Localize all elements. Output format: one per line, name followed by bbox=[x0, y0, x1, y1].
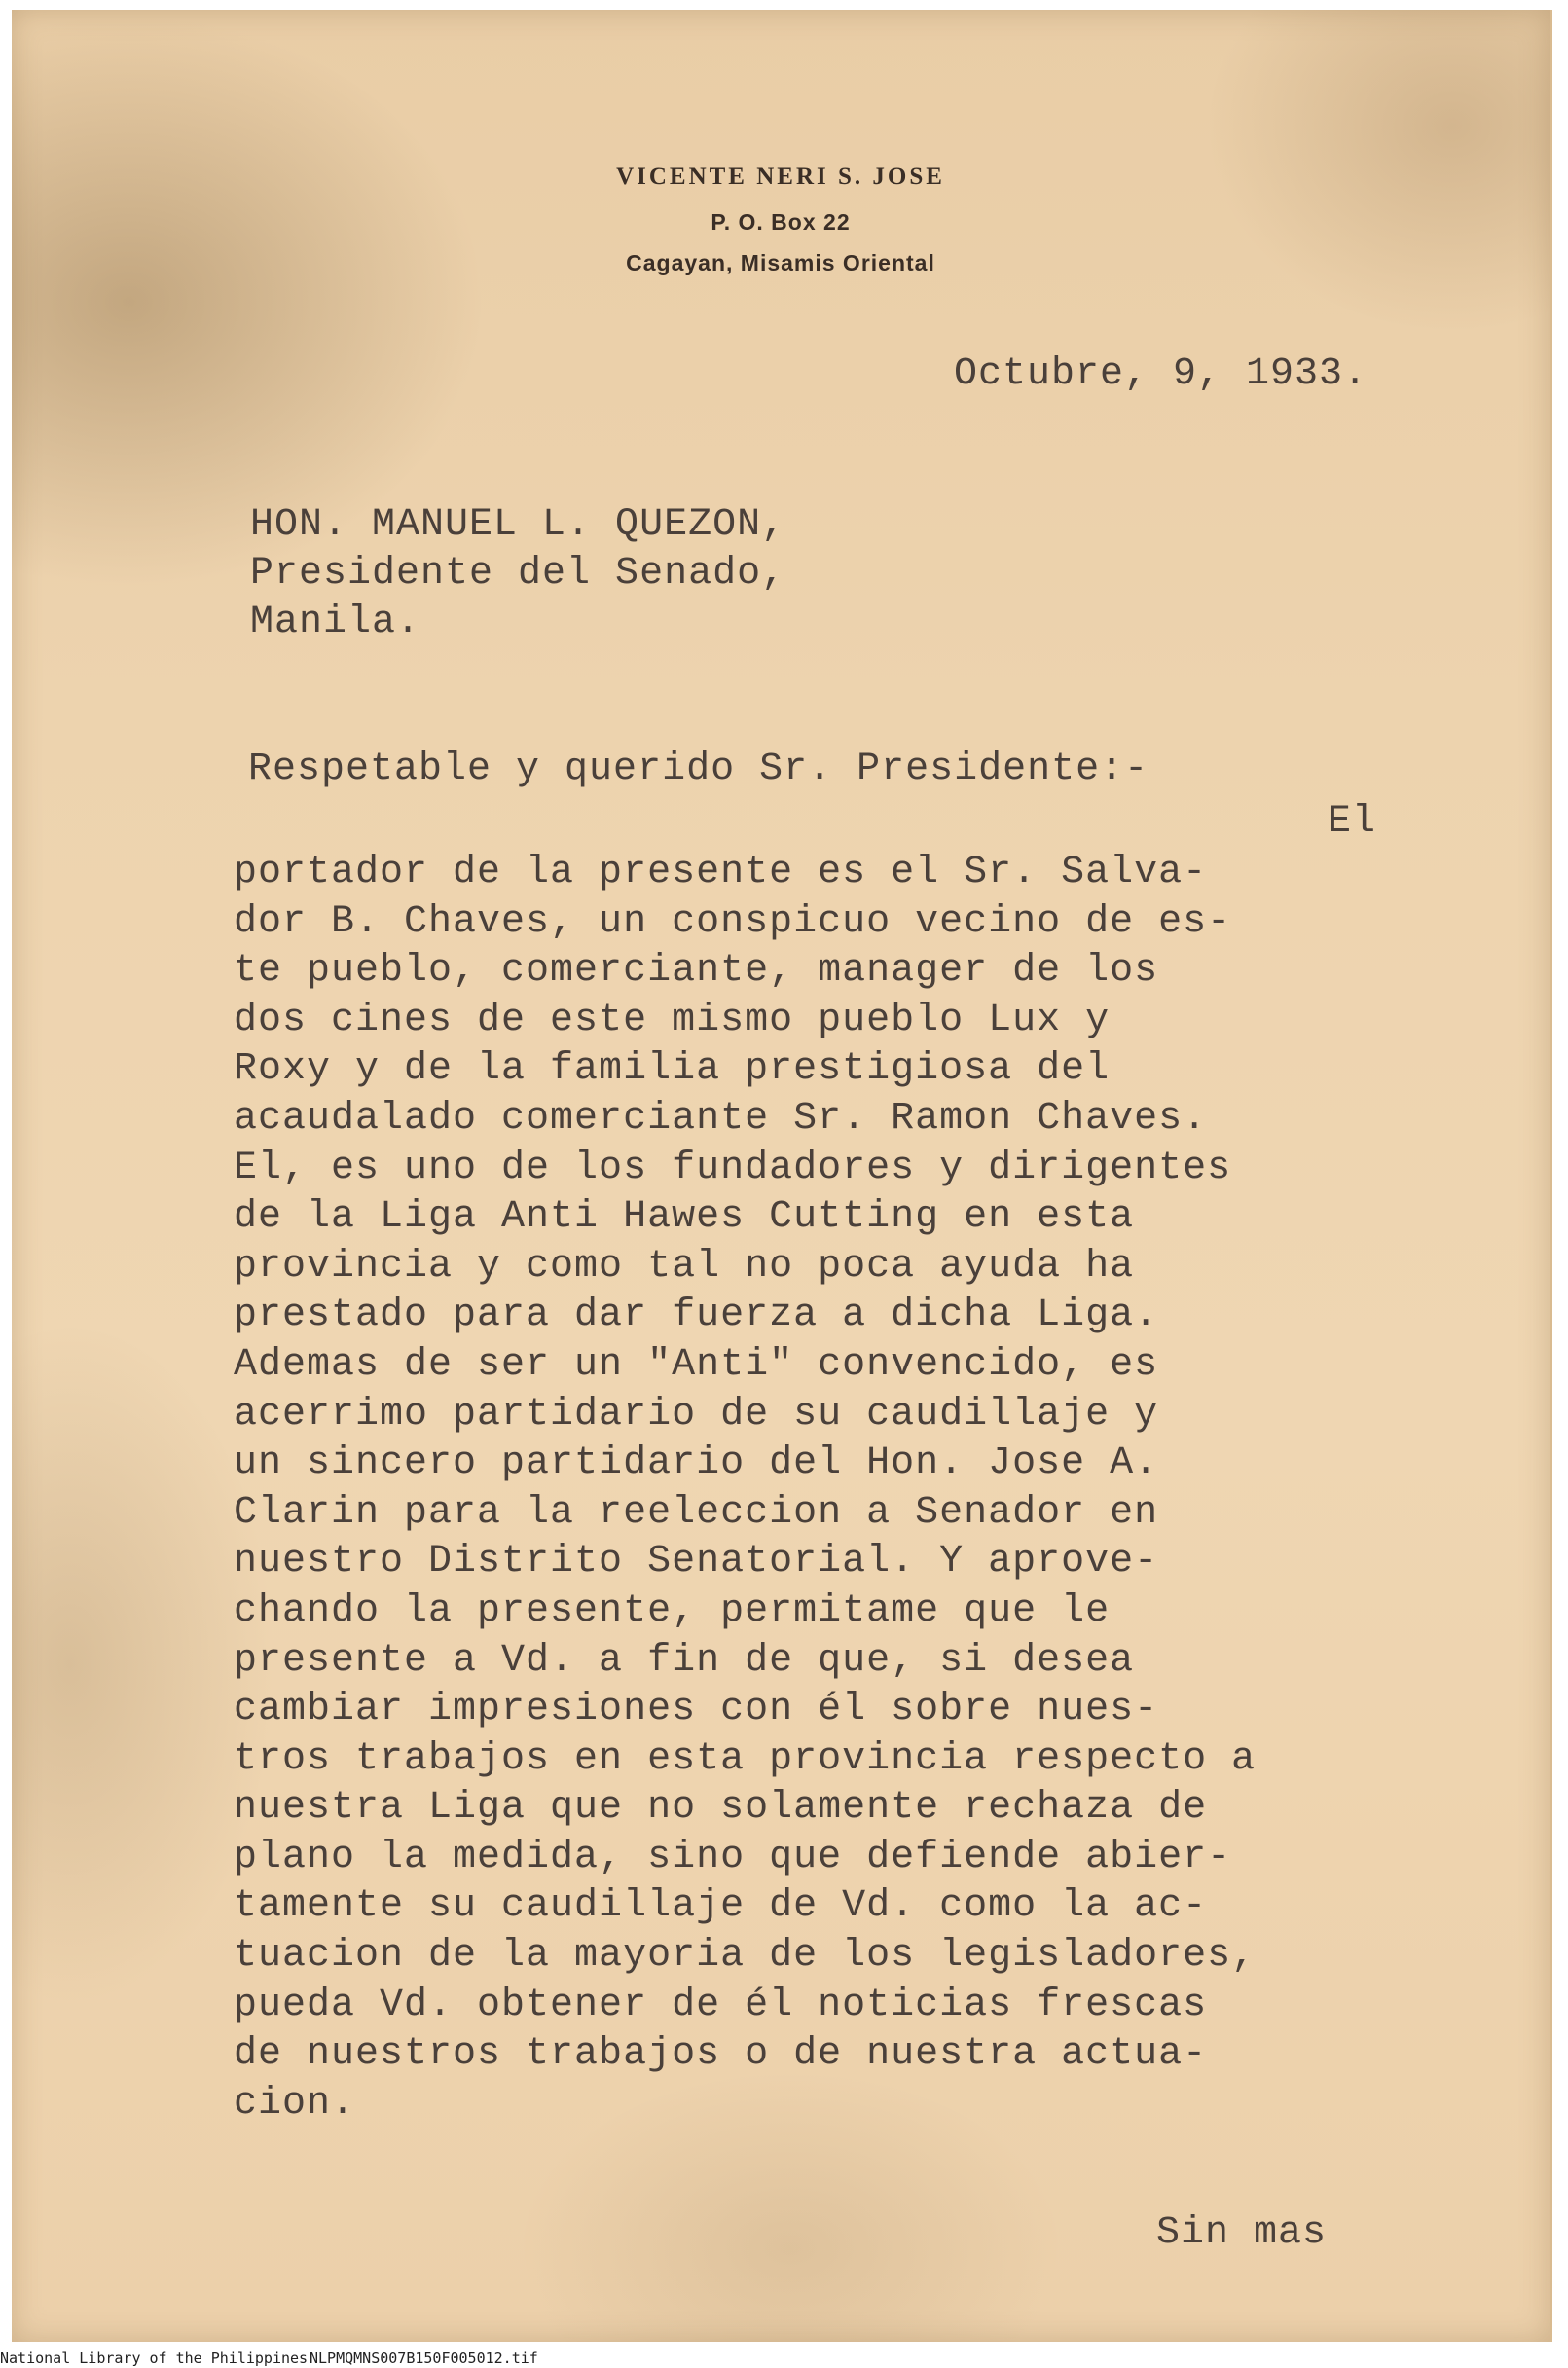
footer-library: National Library of the Philippines bbox=[0, 2350, 309, 2367]
archive-footer bbox=[0, 2346, 1568, 2368]
body-line: nuestra Liga que no solamente rechaza de bbox=[234, 1786, 1208, 1831]
body-line: pueda Vd. obtener de él noticias frescas bbox=[234, 1983, 1208, 2027]
body-line: tamente su caudillaje de Vd. como la ac- bbox=[234, 1884, 1208, 1929]
body-line: chando la presente, permitame que le bbox=[234, 1588, 1111, 1633]
recipient-city: Manila. bbox=[250, 601, 421, 644]
body-line: plano la medida, sino que defiende abier- bbox=[234, 1835, 1232, 1879]
body-line: cambiar impresiones con él sobre nues- bbox=[234, 1688, 1159, 1732]
body-line: tros trabajos en esta provincia respecto a bbox=[234, 1736, 1257, 1781]
body-line: de la Liga Anti Hawes Cutting en esta bbox=[234, 1195, 1135, 1240]
closing-phrase: Sin mas bbox=[1156, 2211, 1328, 2255]
letter-body bbox=[234, 849, 1256, 2129]
salutation: Respetable y querido Sr. Presidente:- bbox=[248, 747, 1149, 791]
body-line: dor B. Chaves, un conspicuo vecino de es- bbox=[234, 899, 1232, 944]
recipient-name: HON. MANUEL L. QUEZON, bbox=[250, 503, 786, 547]
body-line: Clarin para la reeleccion a Senador en bbox=[234, 1490, 1159, 1535]
body-line: un sincero partidario del Hon. Jose A. bbox=[234, 1441, 1159, 1486]
body-first-word: El bbox=[1328, 800, 1377, 844]
body-line: acerrimo partidario de su caudillaje y bbox=[234, 1392, 1159, 1437]
body-line: de nuestros trabajos o de nuestra actua- bbox=[234, 2032, 1208, 2077]
body-line: presente a Vd. a fin de que, si desea bbox=[234, 1638, 1135, 1683]
letter-page bbox=[12, 10, 1552, 2342]
body-line: El, es uno de los fundadores y dirigentes bbox=[234, 1146, 1232, 1190]
body-line: provincia y como tal no poca ayuda ha bbox=[234, 1244, 1135, 1289]
body-line: acaudalado comerciante Sr. Ramon Chaves. bbox=[234, 1096, 1208, 1141]
body-line: prestado para dar fuerza a dicha Liga. bbox=[234, 1293, 1159, 1338]
body-line: dos cines de este mismo pueblo Lux y bbox=[234, 998, 1111, 1042]
letterhead-po-box: P. O. Box 22 bbox=[711, 209, 851, 235]
recipient-title: Presidente del Senado, bbox=[250, 552, 786, 596]
body-line: Roxy y de la familia prestigiosa del bbox=[234, 1047, 1111, 1092]
body-line: portador de la presente es el Sr. Salva- bbox=[234, 851, 1208, 894]
body-line: Ademas de ser un "Anti" convencido, es bbox=[234, 1342, 1159, 1387]
letterhead-name: VICENTE NERI S. JOSE bbox=[616, 164, 945, 190]
letter-date: Octubre, 9, 1933. bbox=[954, 352, 1368, 396]
body-line: tuacion de la mayoria de los legisladores, bbox=[234, 1934, 1257, 1979]
body-line: te pueblo, comerciante, manager de los bbox=[234, 949, 1159, 994]
letterhead-city: Cagayan, Misamis Oriental bbox=[626, 250, 935, 275]
body-line: nuestro Distrito Senatorial. Y aprove- bbox=[234, 1540, 1159, 1585]
body-line: cion. bbox=[234, 2081, 356, 2126]
footer-filename: NLPMQMNS007B150F005012.tif bbox=[310, 2350, 538, 2367]
